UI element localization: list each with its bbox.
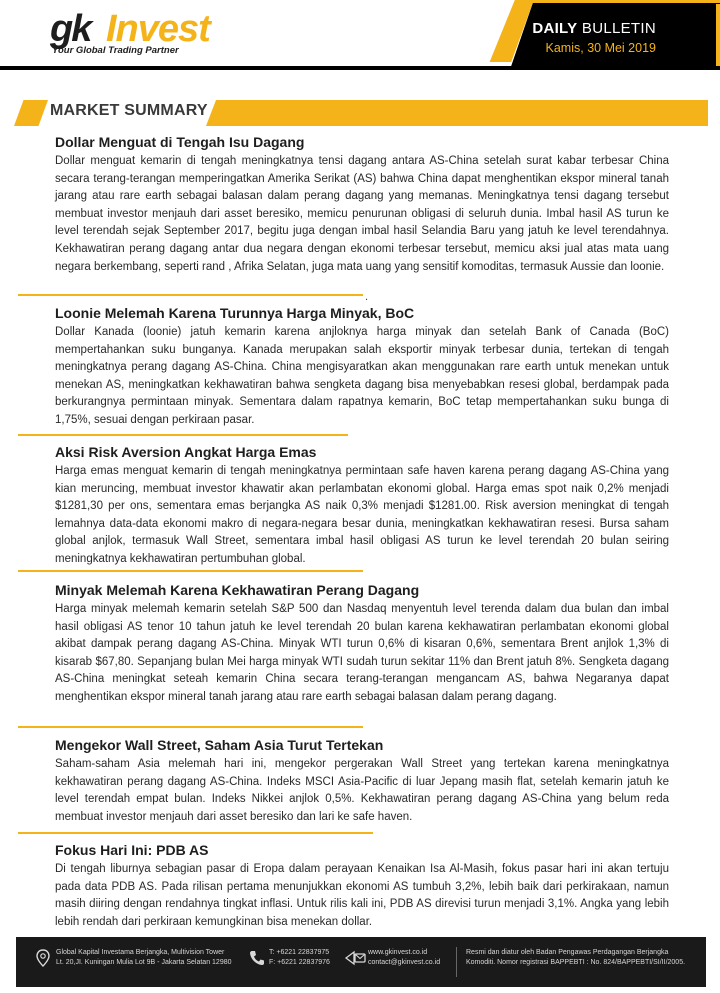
article-body: Di tengah liburnya sebagian pasar di Eropa dalam perayaan Kenaikan Isa Al-Masih, fokus pasar hari ini akan tertuju pada data PDB AS. Pada rilisan pertama menunjukkan ekonomi AS tumbuh 3,2%, lebih baik dari perkirakaan, namun masih diiring dengan rendahnya tingkat inflasi. Untuk rilis kali ini, PDB AS direvisi turun menjadi 3,1%. Angka yang lebih lebih rendah dari perkiraan kemungkinan bisa menekan dollar.: [55, 863, 669, 928]
article-title: Aksi Risk Aversion Angkat Harga Emas: [55, 444, 317, 460]
logo-gk-text: gk: [50, 8, 91, 50]
footer-bar: [16, 937, 706, 987]
article-body: Harga minyak melemah kemarin setelah S&P 500 dan Nasdaq menyentuh level terenda dalam dua bulan dan imbal hasil obligasi AS tenor 10 tahun jatuh ke level terendah 20 bulan karena kekhawatiran perlambatan ekonomi global akibat dampak perang dagang AS-China. Minyak WTI turun 0,6% di kisaran 0,6%, sementara Brent anjlok 1,3% di kisarab $67,80. Sepanjang bulan Mei harga minyak WTI sudah turun sekitar 11% dan Brent jatuh 8%. Sengketa dagang AS-China meningkat seteah kemarin China secara terang-terangan mengancam AS, bahwa Negaranya dapat menghentikan ekspor mineral tanah jarang atau rare earth sebagai balasan dalam perang dagang.: [55, 603, 669, 703]
article-title: Minyak Melemah Karena Kekhawatiran Perang Dagang: [55, 582, 420, 598]
article-body: Dollar Kanada (loonie) jatuh kemarin karena anjloknya harga minyak dan setelah Bank of Canada (BoC) mempertahankan suku bunganya. Kanada merupakan salah eksportir minyak terbesar dunia, tertekan di tengah meningkatnya perang dagang AS-China. China mengisyaratkan akan menggunakan rare earth untuk menekan untuk menekan AS, meningkatkan kekhawatiran bahwa sengketa dagang bisa menyebabkan resesi global, berdampak pada berkurangnya permintaan minyak. Sementara dalam rapatnya kemarin, BoC tetap mempertahankan suku bunga di 1,75%, sesuai dengan perkiraan pasar.: [55, 326, 669, 426]
article-body: Saham-saham Asia melemah hari ini, mengekor pergerakan Wall Street yang tertekan karena meningkatnya kekhawatiran perang dagang AS-China. Indeks MSCI Asia-Pacific di luar Jepang masih flat, setelah kemarin jatuh ke level terendah empat bulan. Indeks Nikkei anjlok 0,5%. Kekhawatiran perang dagang AS-China yang belum reda membuat investor menjauh dari asset beresiko dan lari ke safe haven.: [55, 758, 669, 823]
section-band-left: [14, 100, 48, 126]
header-right-accent: [716, 4, 720, 66]
footer-legal-line1: Resmi dan diatur oleh Badan Pengawas Perdagangan Berjangka: [466, 949, 669, 956]
web-mail-icon: [344, 949, 366, 967]
article-separator: [18, 832, 373, 834]
footer-address: [56, 948, 232, 968]
separator-mark: .: [365, 291, 369, 303]
bulletin-date: Kamis, 30 Mei 2019: [545, 41, 656, 55]
footer-email[interactable]: contact@gkinvest.co.id: [368, 959, 441, 966]
article-separator: [18, 434, 348, 436]
gkinvest-logo: [50, 8, 220, 62]
article-title: Mengekor Wall Street, Saham Asia Turut Tertekan: [55, 737, 384, 753]
footer-divider: [456, 947, 457, 977]
bulletin-title-bold: DAILY: [532, 20, 578, 37]
bulletin-title: [532, 20, 656, 37]
phone-icon: [248, 949, 266, 967]
article-loonie: [55, 305, 669, 430]
footer-web-email: [368, 948, 440, 968]
footer-address-line2: Lt. 20,JI. Kuningan Mulia Lot 9B - Jakarta Selatan 12980: [56, 959, 232, 966]
article-separator: [18, 726, 363, 728]
article-gold: [55, 444, 669, 569]
location-pin-icon: [34, 949, 52, 967]
logo-invest-text: Invest: [106, 8, 210, 50]
article-separator: [18, 294, 363, 296]
article-us-gdp: [55, 842, 669, 931]
footer-web[interactable]: www.gkinvest.co.id: [368, 949, 428, 956]
article-separator: [18, 570, 363, 572]
footer-phone-fax: [269, 948, 330, 968]
article-body: Harga emas menguat kemarin di tengah meningkatnya permintaan safe haven karena perang dagang AS-China yang kian meruncing, membuat investor khawatir akan perlambatan ekonomi global. Harga emas spot naik 0,2% menjadi $1281,30 per ons, sementara emas berjangka AS naik 0,3% menjadi $1281.00. Risk aversion meningkat di tengah lemahnya data-data ekonomi makro di negara-negara besar dunia, meningkatkan kekhawatiran resesi. Bursa saham global anjlok, termasuk Wall Street, sementara imbal hasil obligasi AS turun ke level terendah 20 bulan seiring meningkatnya kekhawatiran pertumbuhan global.: [55, 465, 669, 565]
article-asia-stocks: [55, 737, 669, 826]
logo-tagline: Your Global Trading Partner: [52, 45, 179, 56]
article-oil: [55, 582, 669, 707]
article-body: Dollar menguat kemarin di tengah meningkatnya tensi dagang antara AS-China setelah surat kabar terbesar China secara terang-terangan memperingatkan Amerika Serikat (AS) bahwa China dapat menghentikan ekspor mineral tanah jarang atau rare earth sebagai balasan dalam perang dagang yang memanas. Meningkatnya tensi dagang tersebut membuat investor menjauh dari asset beresiko, memicu penurunan obligasi di seluruh dunia. Imbal hasil AS turun ke level terendah sejak September 2017, begitu juga dengan imbal hasil Selandia Baru yang jatuh ke level terendahnya. Kekhawatiran perang dagang antar dua negara dengan ekonomi terbesar tersebut, memicu aksi jual atas mata uang negara berkembang, seperti rand , Afrika Selatan, juga mata uang yang sensitif komoditas, termasuk Aussie dan loonie.: [55, 155, 669, 273]
article-dollar: [55, 134, 669, 276]
bulletin-heading: [532, 20, 656, 55]
section-title: MARKET SUMMARY: [50, 102, 208, 119]
article-title: Fokus Hari Ini: PDB AS: [55, 842, 209, 858]
footer-legal: [466, 948, 702, 968]
article-title: Dollar Menguat di Tengah Isu Dagang: [55, 134, 305, 150]
section-band-right: [206, 100, 708, 126]
article-title: Loonie Melemah Karena Turunnya Harga Minyak, BoC: [55, 305, 415, 321]
footer-fax: F: +6221 22837976: [269, 959, 330, 966]
footer-address-line1: Global Kapital Investama Berjangka, Multivision Tower: [56, 949, 225, 956]
footer-phone: T: +6221 22837975: [269, 949, 330, 956]
footer-legal-line2: Komoditi. Nomor registrasi BAPPEBTI : No. 824/BAPPEBTI/SI/II/2005.: [466, 959, 686, 966]
bulletin-title-rest: BULLETIN: [577, 20, 656, 37]
